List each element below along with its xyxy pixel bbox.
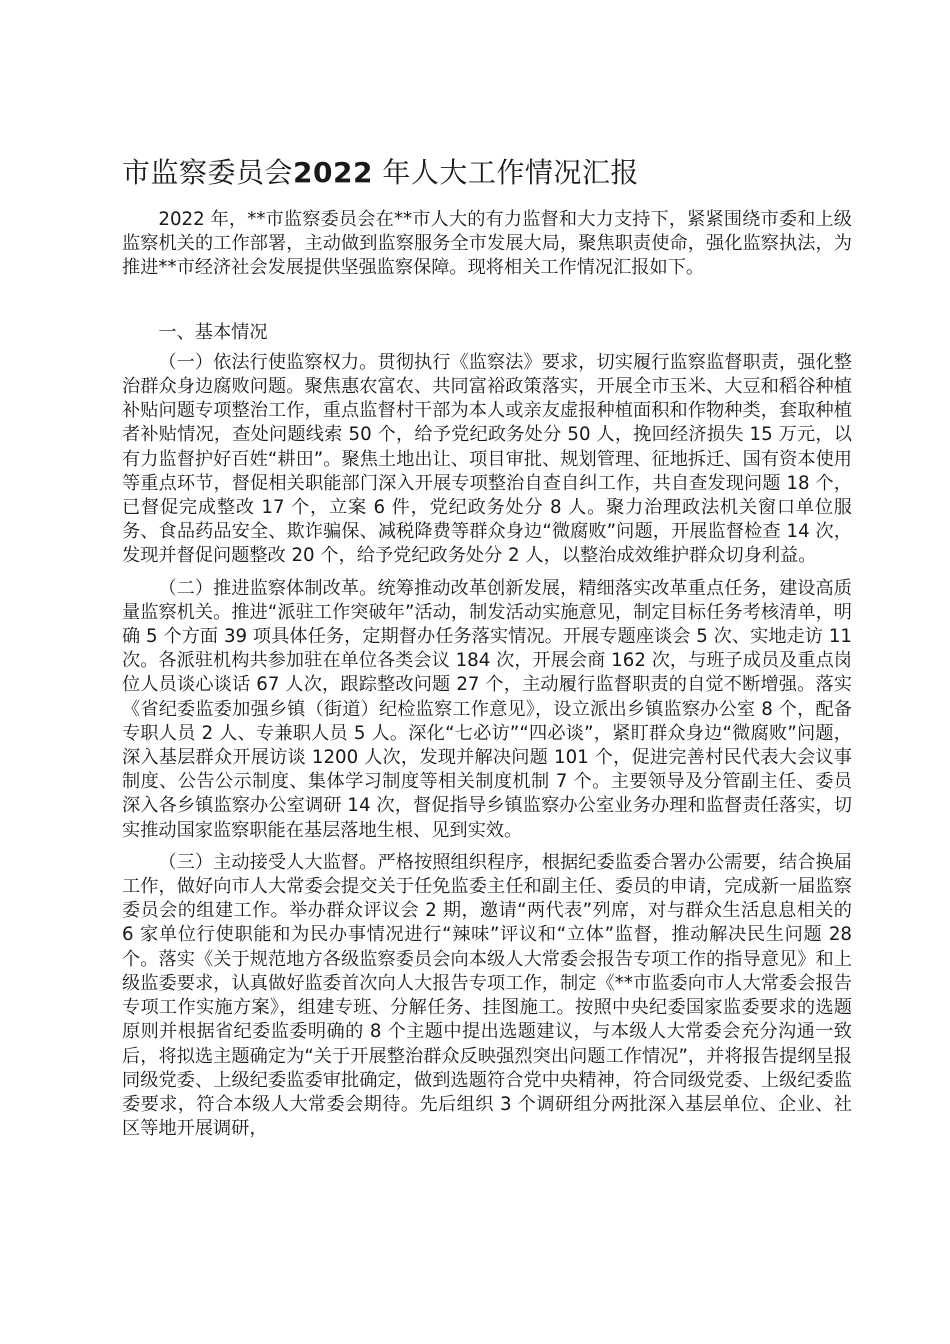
title-suffix: 年人大工作情况汇报: [382, 156, 639, 189]
paragraph-system-reform: （二）推进监察体制改革。统筹推动改革创新发展，精细落实改革重点任务，建设高质量监察机关。推进“派驻工作突破年”活动，制发活动实施意见，制定目标任务考核清单，明确 5 个方面 39 项具体任务，定期督办任务落实情况。开展专题座谈会 5 次、实地走访 11 次。各派驻机构共参加驻在单位各类会议 184 次，开展会商 162 次，与班子成员及重点岗位人员谈心谈话 67 人次，跟踪整改问题 27 个，主动履行监督职责的自觉不断增强。落实《省纪委监委加强乡镇（街道）纪检监察工作意见》，设立派出乡镇监察办公室 8 个，配备专职人员 2 人、专兼职人员 5 人。深化“七必访”“四必谈”，紧盯群众身边“微腐败”问题，深入基层群众开展访谈 1200 人次，发现并解决问题 101 个，促进完善村民代表大会议事制度、公告公示制度、集体学习制度等相关制度机制 7 个。主要领导及分管副主任、委员深入各乡镇监察办公室调研 14 次，督促指导乡镇监察办公室业务办理和监督责任落实，切实推动国家监察职能在基层落地生根、见到实效。: [122, 577, 852, 841]
title-prefix: 市监察委员会: [122, 156, 294, 189]
document-title: [122, 155, 639, 191]
document-body: [122, 208, 852, 1149]
paragraph-supervision-power: （一）依法行使监察权力。贯彻执行《监察法》要求，切实履行监察监督职责，强化整治群众身边腐败问题。聚焦惠农富农、共同富裕政策落实，开展全市玉米、大豆和稻谷种植补贴问题专项整治工作，重点监督村干部为本人或亲友虚报种植面积和作物种类，套取种植者补贴情况，查处问题线索 50 个，给予党纪政务处分 50 人，挽回经济损失 15 万元，以有力监督护好百姓“耕田”。聚焦土地出让、项目审批、规划管理、征地拆迁、国有资本使用等重点环节，督促相关职能部门深入开展专项整治自查自纠工作，共自查发现问题 18 个，已督促完成整改 17 个，立案 6 件，党纪政务处分 8 人。聚力治理政法机关窗口单位服务、食品药品安全、欺诈骗保、减税降费等群众身边“微腐败”问题，开展监督检查 14 次，发现并督促问题整改 20 个，给予党纪政务处分 2 人，以整治成效维护群众切身利益。: [122, 351, 852, 567]
title-year: 2022: [293, 156, 373, 189]
intro-paragraph: 2022 年，**市监察委员会在**市人大的有力监督和大力支持下，紧紧围绕市委和上级监察机关的工作部署，主动做到监察服务全市发展大局，聚焦职责使命，强化监察执法，为推进**市经济社会发展提供坚强监察保障。现将相关工作情况汇报如下。: [122, 209, 852, 279]
section-heading-basic: 一、基本情况: [158, 321, 268, 343]
paragraph-npc-supervision: （三）主动接受人大监督。严格按照组织程序，根据纪委监委合署办公需要，结合换届工作，做好向市人大常委会提交关于任免监委主任和副主任、委员的申请，完成新一届监察委员会的组建工作。举办群众评议会 2 期，邀请“两代表”列席，对与群众生活息息相关的 6 家单位行使职能和为民办事情况进行“辣味”评议和“立体”监督，推动解决民生问题 28 个。落实《关于规范地方各级监察委员会向本级人大常委会报告专项工作的指导意见》和上级监委要求，认真做好监委首次向人大报告专项工作，制定《**市监委向市人大常委会报告专项工作实施方案》，组建专班、分解任务、挂图施工。按照中央纪委国家监委要求的选题原则并根据省纪委监委明确的 8 个主题中提出选题建议，与本级人大常委会充分沟通一致后，将拟选主题确定为“关于开展整治群众反映强烈突出问题工作情况”，并将报告提纲呈报同级党委、上级纪委监委审批确定，做到选题符合党中央精神，符合同级党委、上级纪委监委要求，符合本级人大常委会期待。先后组织 3 个调研组分两批深入基层单位、企业、社区等地开展调研，: [122, 851, 852, 1140]
